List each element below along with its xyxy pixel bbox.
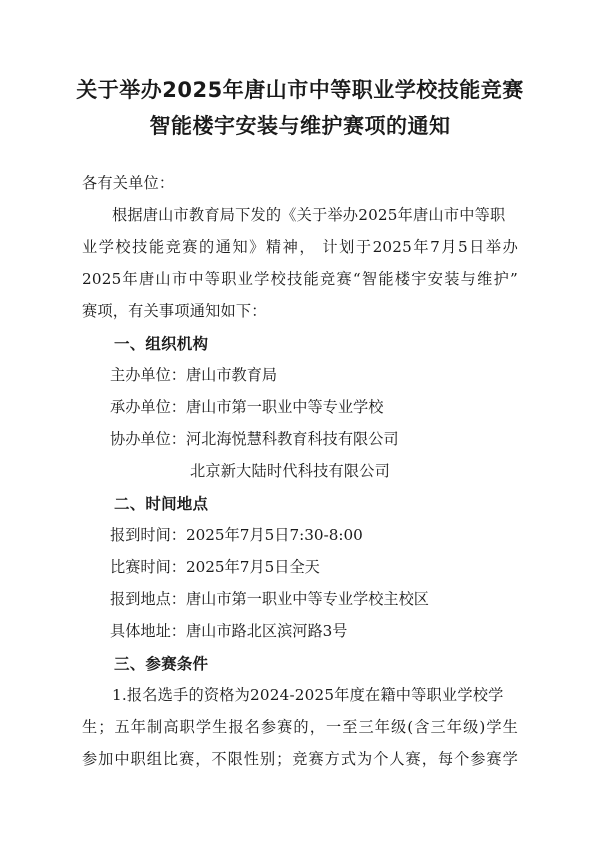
section-heading-time-place: 二、时间地点 [114,495,209,513]
eligibility-line-2: 生；五年制高职学生报名参赛的，一至三年级(含三年级)学生 [82,718,518,736]
document-title-line-1: 关于举办2025年唐山市中等职业学校技能竞赛 [76,78,524,102]
contest-time-label: 比赛时间： [110,558,186,576]
co-organizer-label: 协办单位： [110,430,186,448]
organizer-unit-label: 承办单位： [110,398,186,416]
salutation: 各有关单位： [82,174,175,192]
checkin-time-row [110,524,363,545]
section-heading-organization: 一、组织机构 [114,335,209,353]
contest-time-row [110,556,320,577]
contest-time-value: 2025年7月5日全天 [185,558,320,576]
intro-line-4: 赛项，有关事项通知如下： [82,302,267,320]
host-unit-row [110,364,277,385]
checkin-place-label: 报到地点： [110,590,186,608]
document-title-line-2: 智能楼宇安装与维护赛项的通知 [149,114,451,138]
host-unit-value: 唐山市教育局 [185,366,278,384]
checkin-time-value: 2025年7月5日7:30-8:00 [185,526,363,544]
intro-line-1: 根据唐山市教育局下发的《关于举办2025年唐山市中等职 [112,206,506,224]
address-row [110,620,347,641]
co-organizer-value-2: 北京新大陆时代科技有限公司 [190,462,391,480]
intro-line-3: 2025年唐山市中等职业学校技能竞赛“智能楼宇安装与维护” [82,270,518,288]
host-unit-label: 主办单位： [110,366,186,384]
eligibility-line-3: 参加中职组比赛，不限性别；竞赛方式为个人赛，每个参赛学 [82,750,518,768]
section-heading-eligibility: 三、参赛条件 [114,655,209,673]
organizer-unit-value: 唐山市第一职业中等专业学校 [185,398,384,416]
co-organizer-value-1: 河北海悦慧科教育科技有限公司 [185,430,399,448]
checkin-place-row [110,588,429,609]
address-value: 唐山市路北区滨河路3号 [185,622,348,640]
organizer-unit-row [110,396,383,417]
eligibility-line-1: 1.报名选手的资格为2024-2025年度在籍中等职业学校学 [112,686,504,704]
checkin-place-value: 唐山市第一职业中等专业学校主校区 [185,590,429,608]
address-label: 具体地址： [110,622,186,640]
intro-line-2: 业学校技能竞赛的通知》精神， 计划于2025年7月5日举办 [82,238,518,256]
checkin-time-label: 报到时间： [110,526,186,544]
co-organizer-row [110,428,399,449]
